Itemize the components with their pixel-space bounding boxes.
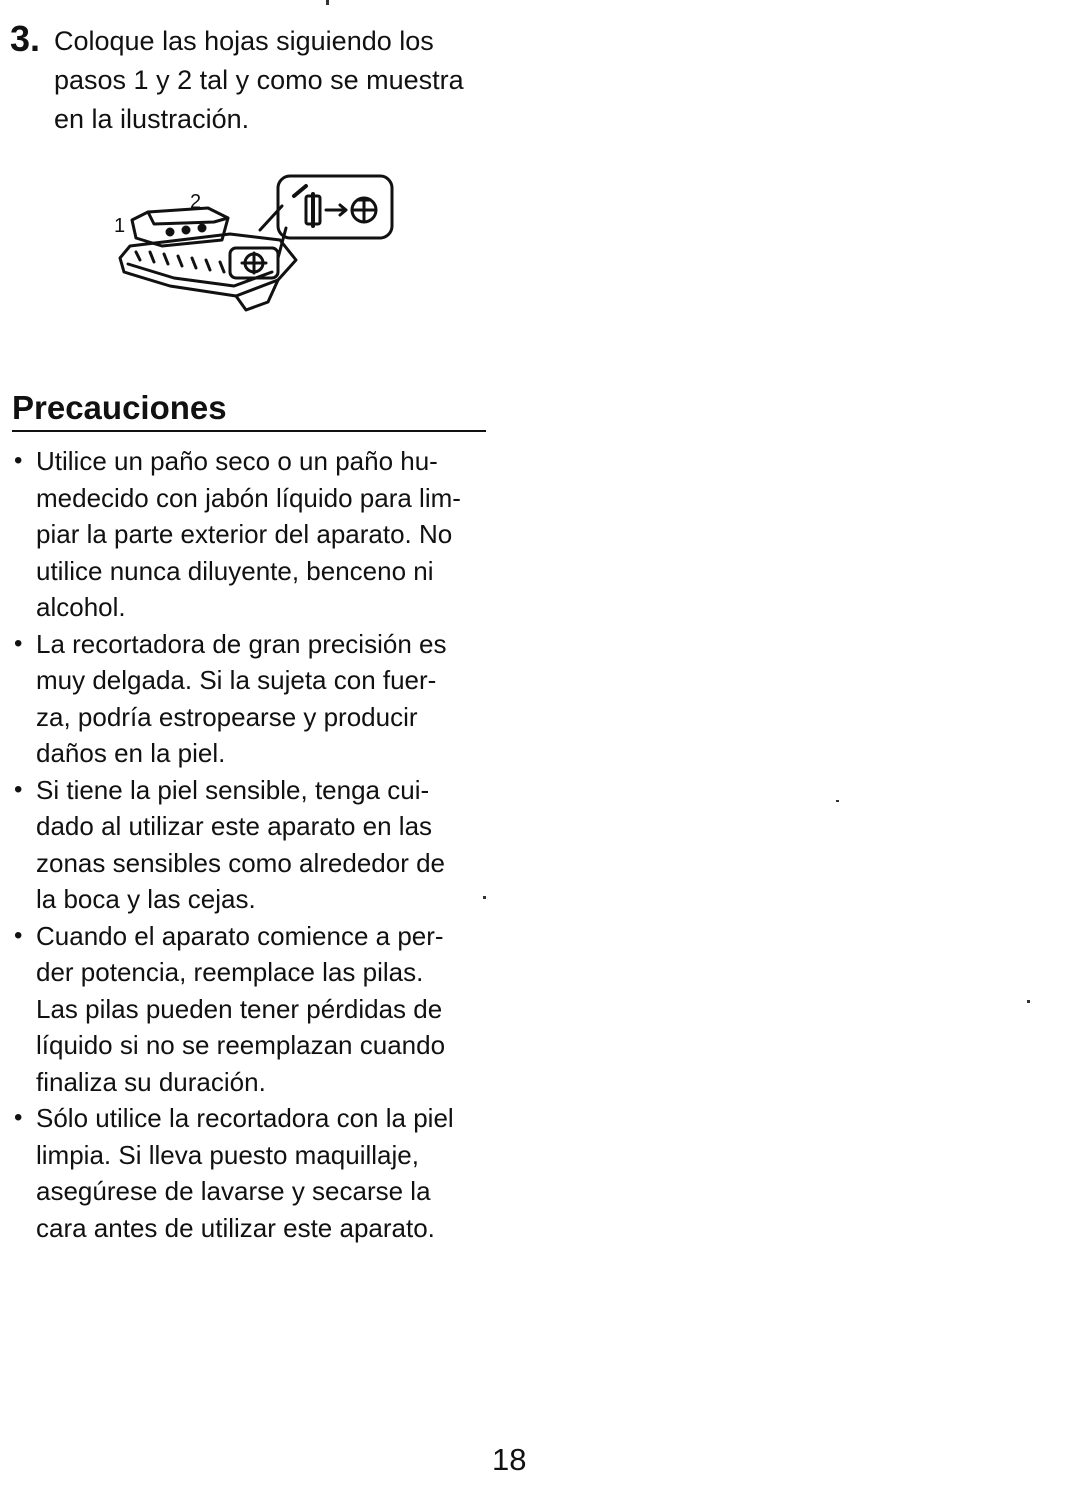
scan-speck [483,896,486,899]
list-item-line: zonas sensibles como alrededor de [36,847,446,878]
step-text-line: Coloque las hojas siguiendo los [54,26,434,56]
list-item [14,443,494,626]
list-item [14,626,494,772]
list-item-line: limpia. Si lleva puesto maquillaje, [36,1139,419,1170]
list-item-line: líquido si no se reemplazan cuando [36,1030,446,1060]
list-item-line: muy delgada. Si la sujeta con fuer- [36,665,437,695]
scan-speck [326,0,329,5]
list-item-line: piar la parte exterior del aparato. No [36,519,453,549]
precautions-list [14,443,494,1246]
step-text-line: en la ilustración. [54,104,250,134]
illustration-label-1: 1 [114,215,126,237]
page-number: 18 [492,1442,527,1477]
list-item [14,772,494,918]
blade-replacement-illustration [110,168,410,318]
list-item-line: dado al utilizar este aparato en las [36,811,433,841]
step-text [54,22,504,139]
list-item-line: Si tiene la piel sensible, tenga cui- [36,774,430,805]
list-item-line: Las pilas pueden tener pérdidas de [36,993,443,1024]
scan-speck [1027,1000,1030,1003]
list-item-line: Utilice un paño seco o un paño hu- [36,446,438,476]
section-divider [12,430,486,432]
list-item-line: cara antes de utilizar este aparato. [36,1212,435,1243]
list-item-line: La recortadora de gran precisión es [36,628,447,659]
list-item-line: utilice nunca diluyente, benceno ni [36,555,434,586]
step-text-line: pasos 1 y 2 tal y como se muestra [54,65,464,95]
illustration-label-2: 2 [190,191,202,213]
bullet-dot-icon: • [14,1104,23,1131]
list-item-line: daños en la piel. [36,738,226,768]
right-arrow-icon [326,205,346,215]
list-item-line: finaliza su duración. [36,1066,266,1097]
list-item [14,1100,494,1246]
list-item-line: asegúrese de lavarse y secarse la [36,1176,431,1206]
list-item-line: der potencia, reemplace las pilas. [36,957,424,987]
list-item-line: Sólo utilice la recortadora con la piel [36,1103,454,1133]
section-title: Precauciones [12,389,227,426]
bullet-dot-icon: • [14,921,23,949]
step-number: 3. [10,18,41,59]
bullet-dot-icon: • [14,629,23,657]
scan-speck [836,800,839,802]
list-item-line: medecido con jabón líquido para lim- [36,482,461,513]
list-item-line: za, podría estropearse y producir [36,701,418,732]
list-item [14,918,494,1101]
list-item-line: Cuando el aparato comience a per- [36,920,444,951]
bullet-dot-icon: • [14,447,23,474]
list-item-line: la boca y las cejas. [36,884,256,914]
arrow-curve-icon [294,186,306,196]
list-item-line: alcohol. [36,592,126,622]
bullet-dot-icon: • [14,775,23,803]
